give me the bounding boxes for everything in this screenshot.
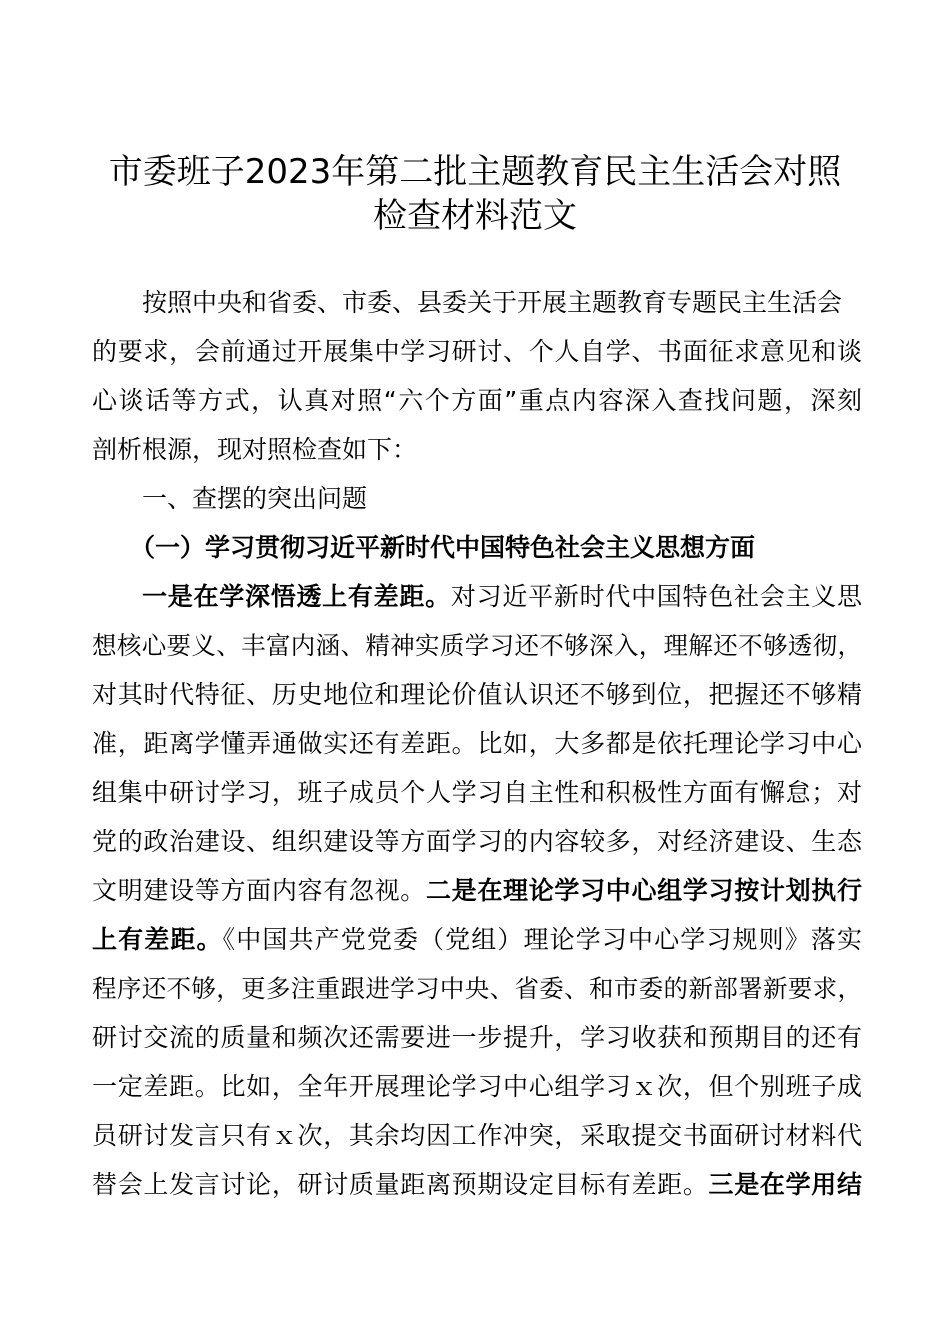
paragraph-line-9: 程序还不够，更多注重跟进学习中央、省委、和市委的新部署新要求， <box>92 974 862 1003</box>
paragraph-line-8 <box>92 915 862 964</box>
subsection-heading: （一）学习贯彻习近平新时代中国特色社会主义思想方面 <box>130 533 756 562</box>
point-two-heading-end: 上有差距。 <box>92 925 223 954</box>
paragraph-line-7-text: 文明建设等方面内容有忽视。 <box>92 876 426 905</box>
paragraph-intro-line-4: 剖析根源，现对照检查如下： <box>92 435 418 464</box>
point-one-heading: 一是在学深悟透上有差距。 <box>142 582 451 611</box>
paragraph-intro-line-2: 的要求，会前通过开展集中学习研讨、个人自学、书面征求意见和谈 <box>92 337 862 366</box>
paragraph-line-1-text: 对习近平新时代中国特色社会主义思 <box>450 582 862 611</box>
paragraph-line-3: 对其时代特征、历史地位和理论价值认识还不够到位，把握还不够精 <box>92 680 862 709</box>
paragraph-line-8-text: 《中国共产党党委（党组）理论学习中心学习规则》落实 <box>222 925 862 954</box>
paragraph-line-2: 想核心要义、丰富内涵、精神实质学习还不够深入，理解还不够透彻， <box>92 631 862 660</box>
paragraph-line-13-text: 替会上发言讨论，研讨质量距离预期设定目标有差距。 <box>92 1170 709 1199</box>
paragraph-line-4: 准，距离学懂弄通做实还有差距。比如，大多都是依托理论学习中心 <box>92 729 862 758</box>
paragraph-line-6: 党的政治建设、组织建设等方面学习的内容较多，对经济建设、生态 <box>92 827 862 856</box>
paragraph-line-10: 研讨交流的质量和频次还需要进一步提升，学习收获和预期目的还有 <box>92 1023 862 1052</box>
paragraph-line-11: 一定差距。比如，全年开展理论学习中心组学习ｘ次，但个别班子成 <box>92 1072 862 1101</box>
section-heading: 一、查摆的突出问题 <box>142 484 368 513</box>
paragraph-line-7 <box>92 866 862 915</box>
point-two-heading: 二是在理论学习中心组学习按计划执行 <box>425 876 862 905</box>
paragraph-line-1 <box>92 572 862 621</box>
document-title-line-1: 市委班子2023年第二批主题教育民主生活会对照 <box>108 152 842 192</box>
document-body <box>92 278 862 1209</box>
paragraph-intro-line-1: 按照中央和省委、市委、县委关于开展主题教育专题民主生活会 <box>142 288 843 317</box>
paragraph-line-5: 组集中研讨学习，班子成员个人学习自主性和积极性方面有懈怠；对 <box>92 778 862 807</box>
paragraph-line-13 <box>92 1160 862 1209</box>
paragraph-intro-line-3: 心谈话等方式，认真对照“六个方面”重点内容深入查找问题，深刻 <box>92 386 862 415</box>
paragraph-line-12: 员研讨发言只有ｘ次，其余均因工作冲突，采取提交书面研讨材料代 <box>92 1121 862 1150</box>
document-title-line-2: 检查材料范文 <box>373 196 577 236</box>
point-three-heading: 三是在学用结 <box>708 1170 862 1199</box>
